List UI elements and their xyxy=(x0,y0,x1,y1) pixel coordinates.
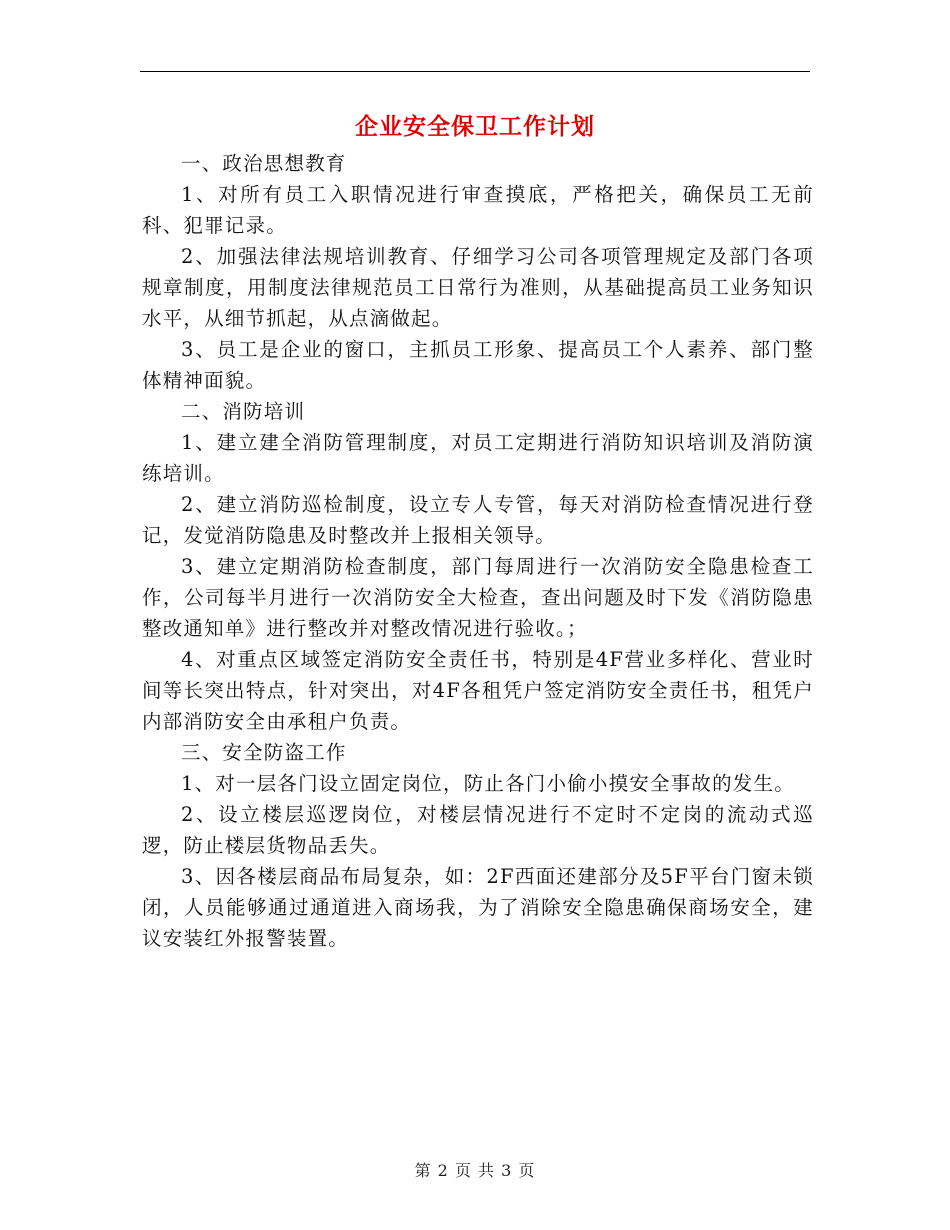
paragraph: 1、对一层各门设立固定岗位，防止各门小偷小摸安全事故的发生。 xyxy=(181,772,795,795)
paragraph: 3、员工是企业的窗口，主抓员工形象、提高员工个人素养、部门整体精神面貌。 xyxy=(142,338,814,392)
paragraph: 1、建立建全消防管理制度，对员工定期进行消防知识培训及消防演练培训。 xyxy=(142,431,814,485)
page-footer: 第 2 页 共 3 页 xyxy=(414,1161,536,1180)
paragraph: 4、对重点区域签定消防安全责任书，特别是4F营业多样化、营业时间等长突出特点，针对突出，对4F各租凭户签定消防安全责任书，租凭户内部消防安全由承租户负责。 xyxy=(142,648,814,733)
section-heading: 三、安全防盗工作 xyxy=(181,741,347,764)
paragraph: 3、建立定期消防检查制度，部门每周进行一次消防安全隐患检查工作，公司每半月进行一次消防安全大检查，查出问题及时下发《消防隐患整改通知单》进行整改并对整改情况进行验收。； xyxy=(142,555,814,640)
paragraph: 2、设立楼层巡逻岗位，对楼层情况进行不定时不定岗的流动式巡逻，防止楼层货物品丢失。 xyxy=(142,803,814,857)
document-title: 企业安全保卫工作计划 xyxy=(355,113,595,140)
section-heading: 二、消防培训 xyxy=(181,400,306,423)
paragraph: 3、因各楼层商品布局复杂，如：2F西面还建部分及5F平台门窗未锁闭，人员能够通过通道进入商场我，为了消除安全隐患确保商场安全，建议安装红外报警装置。 xyxy=(142,865,814,950)
section-heading: 一、政治思想教育 xyxy=(181,152,347,175)
paragraph: 2、建立消防巡检制度，设立专人专管，每天对消防检查情况进行登记，发觉消防隐患及时整改并上报相关领导。 xyxy=(142,493,814,547)
paragraph: 1、对所有员工入职情况进行审查摸底，严格把关，确保员工无前科、犯罪记录。 xyxy=(142,183,814,237)
header-rule xyxy=(140,71,810,72)
document-body xyxy=(142,148,814,954)
paragraph: 2、加强法律法规培训教育、仔细学习公司各项管理规定及部门各项规章制度，用制度法律规范员工日常行为准则，从基础提高员工业务知识水平，从细节抓起，从点滴做起。 xyxy=(142,245,814,330)
